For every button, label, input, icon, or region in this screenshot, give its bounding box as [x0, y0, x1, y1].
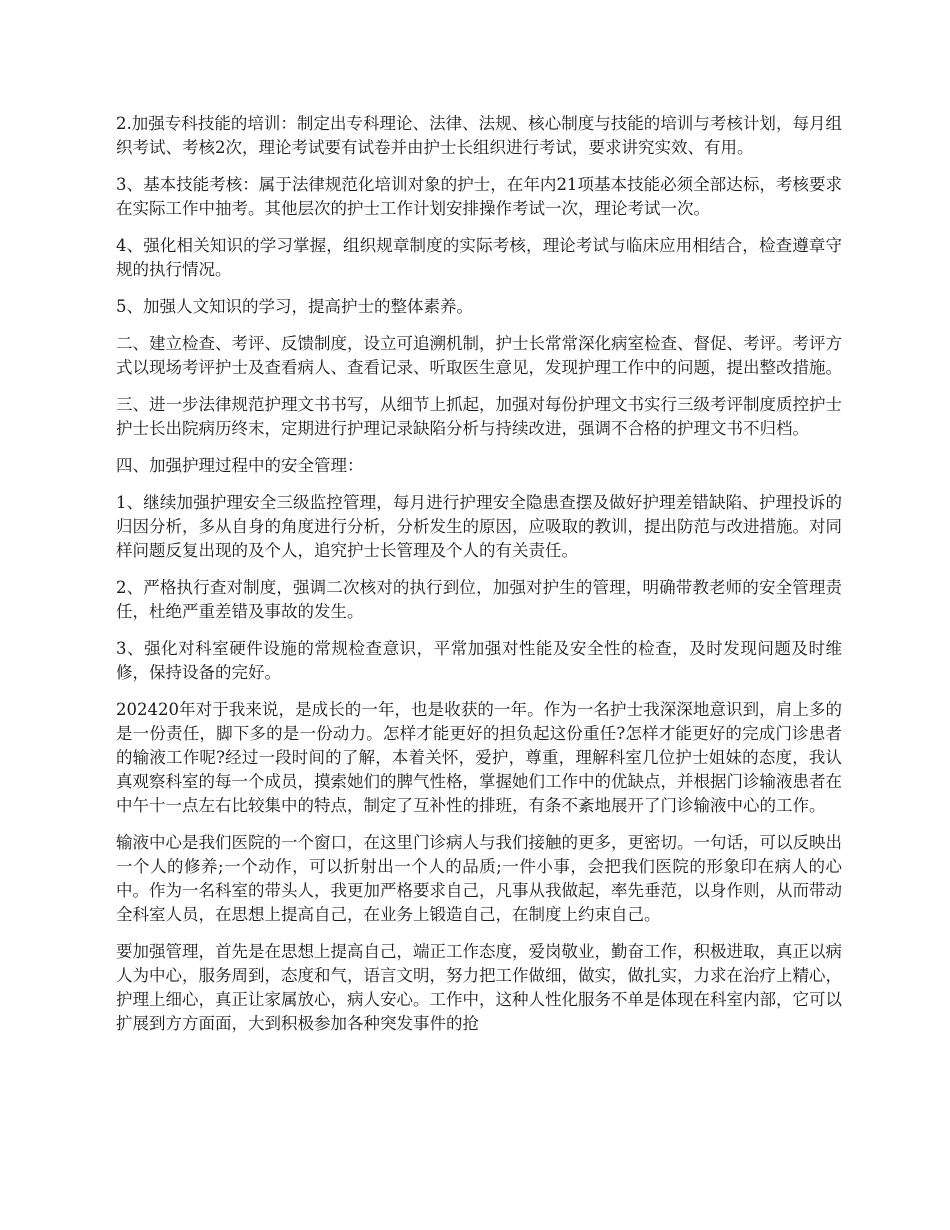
paragraph-inspection: 二、建立检查、考评、反馈制度，设立可追溯机制，护士长常常深化病室检查、督促、考评。考评方式以现场考评护士及查看病人、查看记录、听取医生意见，发现护理工作中的问题，提出整改措施。 — [116, 334, 842, 377]
paragraph-basic-skills: 3、基本技能考核：属于法律规范化培训对象的护士，在年内21项基本技能必须全部达标，考核要求在实际工作中抽考。其他层次的护士工作计划安排操作考试一次，理论考试一次。 — [116, 175, 842, 218]
paragraph-safety-monitoring: 1、继续加强护理安全三级监控管理，每月进行护理安全隐患查摆及做好护理差错缺陷、护理投诉的归因分析，多从自身的角度进行分析，分析发生的原因，应吸取的教训，提出防范与改进措施。对同样问题反复出现的及个人，追究护士长管理及个人的有关责任。 — [116, 493, 842, 560]
paragraph-humanities: 5、加强人文知识的学习，提高护士的整体素养。 — [116, 297, 473, 316]
paragraph-verification: 2、严格执行查对制度，强调二次核对的执行到位，加强对护生的管理，明确带教老师的安全管理责任，杜绝严重差错及事故的发生。 — [116, 578, 842, 621]
paragraph-year-review: 202420年对于我来说，是成长的一年，也是收获的一年。作为一名护士我深深地意识到，肩上多的是一份责任，脚下多的是一份动力。怎样才能更好的担负起这份重任?怎样才能更好的完成门诊患者的输液工作呢?经过一段时间的了解，本着关怀，爱护，尊重，理解科室几位护士姐妹的态度，我认真观察科室的每一个成员，摸索她们的脾气性格，掌握她们工作中的优缺点，并根据门诊输液患者在中午十一点左右比较集中的特点，制定了互补性的排班，有条不紊地展开了门诊输液中心的工作。 — [116, 700, 842, 815]
paragraph-safety-heading: 四、加强护理过程中的安全管理： — [116, 456, 364, 475]
paragraph-training: 2.加强专科技能的培训：制定出专科理论、法律、法规、核心制度与技能的培训与考核计划，每月组织考试、考核2次，理论考试要有试卷并由护士长组织进行考试，要求讲究实效、有用。 — [116, 114, 842, 157]
paragraph-equipment: 3、强化对科室硬件设施的常规检查意识，平常加强对性能及安全性的检查，及时发现问题及时维修，保持设备的完好。 — [116, 639, 842, 682]
paragraph-infusion-center: 输液中心是我们医院的一个窗口，在这里门诊病人与我们接触的更多，更密切。一句话，可以反映出一个人的修养;一个动作，可以折射出一个人的品质;一件小事，会把我们医院的形象印在病人的心中。作为一名科室的带头人，我更加严格要求自己，凡事从我做起，率先垂范，以身作则，从而带动全科室人员，在思想上提高自己，在业务上锻造自己，在制度上约束自己。 — [116, 833, 842, 924]
paragraph-management: 要加强管理，首先是在思想上提高自己，端正工作态度，爱岗敬业，勤奋工作，积极进取，真正以病人为中心，服务周到，态度和气，语言文明，努力把工作做细，做实，做扎实，力求在治疗上精心，护理上细心，真正让家属放心，病人安心。工作中，这种人性化服务不单是体现在科室内部，它可以扩展到方方面面，大到积极参加各种突发事件的抢 — [116, 942, 842, 1033]
paragraph-documentation: 三、进一步法律规范护理文书书写，从细节上抓起，加强对每份护理文书实行三级考评制度质控护士护士长出院病历终末，定期进行护理记录缺陷分析与持续改进，强调不合格的护理文书不归档。 — [116, 395, 842, 438]
paragraph-knowledge: 4、强化相关知识的学习掌握，组织规章制度的实际考核，理论考试与临床应用相结合，检查遵章守规的执行情况。 — [116, 236, 842, 279]
document-body — [116, 112, 842, 1049]
